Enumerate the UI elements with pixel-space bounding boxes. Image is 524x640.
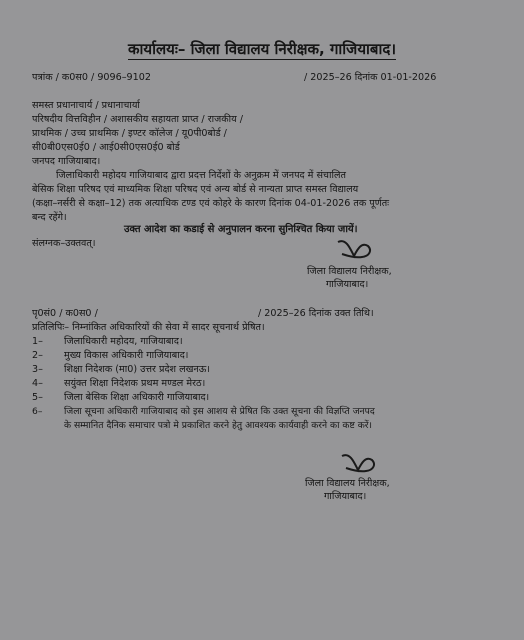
copy-item-number: 5– [32, 392, 43, 403]
signatory-place: गाजियाबाद। [324, 491, 367, 502]
enclosure-note: संलग्नक–उक्तवत्। [32, 238, 96, 249]
copy-item-number: 4– [32, 378, 43, 389]
addressee-line: जनपद गाजियाबाद। [32, 156, 101, 167]
office-title-text: कार्यालयः– जिला विद्यालय निरीक्षक, गाजियाबाद। [127, 40, 396, 58]
addressee-line: परिषदीय वित्तविहीन / अशासकीय सहायता प्राप्त / राजकीय / [32, 114, 243, 125]
signatory-title: जिला विद्यालय निरीक्षक, [307, 266, 392, 277]
copy-item-text: के सम्मानित दैनिक समाचार पत्रो मे प्रकाशित करने हेतु आवश्यक कार्यवाही करने का कष्ट करें। [64, 420, 373, 431]
body-line: बेसिक शिक्षा परिषद एवं माध्यमिक शिक्षा परिषद एवं अन्य बोर्ड से नान्यता प्राप्त समस्त विद्यालय [32, 184, 359, 195]
copy-item-text: सयुंक्त शिक्षा निदेशक प्रथम मण्डल मेरठ। [64, 378, 206, 389]
copy-item-number: 3– [32, 364, 43, 375]
copy-item-text: शिक्षा निदेशक (मा0) उत्तर प्रदेश लखनऊ। [64, 364, 210, 375]
letter-number: पत्रांक / क0स0 / 9096–9102 [32, 72, 151, 83]
copy-item-text: मुख्य विकास अधिकारी गाजियाबाद। [64, 350, 189, 361]
signatory-place: गाजियाबाद। [326, 279, 369, 290]
addressee-line: समस्त प्रधानाचार्य / प्रधानाचार्या [32, 100, 140, 111]
signature-mark [332, 236, 378, 262]
copy-item-number: 6– [32, 406, 43, 417]
signature-mark [336, 450, 382, 476]
letter-date: / 2025–26 दिनांक 01-01-2026 [304, 72, 437, 83]
copy-number: पृ0सं0 / क0स0 / [32, 308, 98, 319]
signatory-title: जिला विद्यालय निरीक्षक, [305, 478, 390, 489]
addressee-line: सी0बी0एस0ई0 / आई0सी0एस0ई0 बोर्ड [32, 142, 180, 153]
body-line: (कक्षा–नर्सरी से कक्षा–12) तक अत्याधिक टण्ड एवं कोहरे के कारण दिनांक 04-01-2026 तक पूर्णतः [32, 198, 390, 209]
copy-item-number: 1– [32, 336, 43, 347]
office-title [0, 40, 524, 58]
copy-date: / 2025–26 दिनांक उक्त तिथि। [258, 308, 374, 319]
copy-intro: प्रतिलिपिः– निम्नांकित अधिकारियों की सेवा में सादर सूचनार्थ प्रेषित। [32, 322, 265, 333]
body-line: जिलाधिकारी महोदय गाजियाबाद द्वारा प्रदत्त निर्देशों के अनुक्रम में जनपद में संचालित [56, 170, 346, 181]
addressee-line: प्राथमिक / उच्च प्राथमिक / इण्टर कॉलेज / यू0पी0बोर्ड / [32, 128, 227, 139]
copy-item-text: जिला बेसिक शिक्षा अधिकारी गाजियाबाद। [64, 392, 210, 403]
body-line: बन्द रहेंगे। [32, 212, 67, 223]
copy-item-number: 2– [32, 350, 43, 361]
copy-item-text: जिला सूचना अधिकारी गाजियाबाद को इस आशय से प्रेषित कि उक्त सूचना की विज्ञप्ति जनपद [64, 406, 375, 417]
emphasis-line: उक्त आदेश का कडाई से अनुपालन करना सुनिश्चित किया जायें। [124, 224, 358, 235]
copy-item-text: जिलाधिकारी महोदय, गाजियाबाद। [64, 336, 183, 347]
